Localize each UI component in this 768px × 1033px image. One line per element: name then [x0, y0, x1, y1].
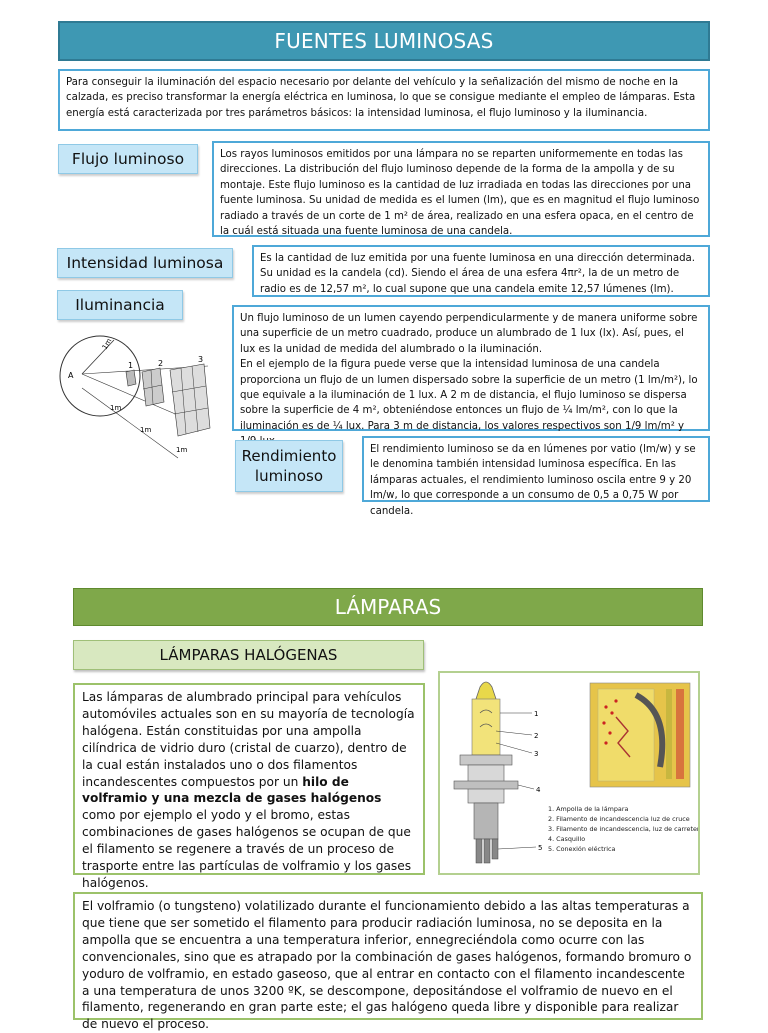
section-title-fuentes: FUENTES LUMINOSAS — [58, 21, 710, 61]
fig-label-m2: 1m — [140, 426, 152, 434]
halogen-text-part1: Las lámparas de alumbrado principal para vehículos automóviles actuales son en su mayoría de tecnología halógena. Están constituidas por una ampolla cilíndrica de vidrio duro (cristal de cuarzo), dentro de la cual están instalados uno o dos filamentos incandescentes compuestos por un — [82, 690, 415, 789]
fig-label-3: 3 — [198, 355, 204, 364]
rendimiento-luminoso-box — [362, 436, 710, 517]
fig-label-2: 2 — [158, 359, 164, 368]
intro-paragraph — [58, 69, 710, 131]
legend-item-2: 2. Filamento de incandescencia luz de cruce — [548, 815, 690, 823]
fig-number-4: 4 — [536, 786, 541, 794]
flujo-luminoso-text: Los rayos luminosos emitidos por una lámpara no se reparten uniformemente en todas las direcciones. La distribución del flujo luminoso depende de la forma de la ampolla y de su montaje. Este flujo luminoso es la cantidad de luz irradiada en todas las direcciones por una fuente luminosa. Su unidad de medida es el lumen (lm), que es en magnitud el flujo luminoso radiado a través de un corte de 1 m² de área, realizado en una esfera opaca, en el centro de la cuál está situada una fuente luminosa de una candela. — [220, 149, 700, 238]
halogen-lamp-diagram — [440, 673, 698, 873]
fig-label-a: A — [68, 371, 74, 380]
illuminance-figure — [58, 328, 220, 460]
rendimiento-luminoso-text: El rendimiento luminoso se da en lúmenes por vatio (lm/w) y se le denomina también intensidad luminosa específica. En las lámparas actuales, el rendimiento luminoso oscila entre 9 y 20 lm/w, lo que corresponde a un consumo de 0,5 a 0,75 W por candela. — [370, 444, 696, 517]
halogen-paragraph-box — [73, 683, 425, 890]
legend-item-1: 1. Ampolla de la lámpara — [548, 805, 629, 813]
iluminancia-label: Iluminancia — [57, 290, 183, 320]
iluminancia-box — [232, 305, 710, 431]
volframio-text: El volframio (o tungsteno) volatilizado durante el funcionamiento debido a las altas temperaturas a que tiene que ser sometido el filamento para producir radiación luminosa, no se deposita en la ampolla que se encuentra a una temperatura inferior, ennegreciéndola como ocurre con las convencionales, sino que es atrapado por la combinación de gases halógenos, formando bromuro o yoduro de volframio, en estado gaseoso, que al entrar en contacto con el filamento incandescente a una temperatura de unos 3200 ºK, se descompone, depositándose el volframio de nuevo en el filamento, regenerando en gran parte este; el gas halógeno queda libre y disponible para realizar de nuevo el proceso. — [82, 899, 692, 1032]
fig-number-3: 3 — [534, 750, 539, 758]
legend-item-4: 4. Casquillo — [548, 835, 586, 843]
fig-number-5: 5 — [538, 844, 543, 852]
subsection-title-halogenas: LÁMPARAS HALÓGENAS — [73, 640, 424, 670]
volframio-paragraph-box — [73, 892, 703, 1032]
flujo-luminoso-label: Flujo luminoso — [58, 144, 198, 174]
illuminance-diagram — [58, 328, 220, 460]
fig-label-m1: 1m — [110, 404, 122, 412]
fig-label-radius: 1m — [100, 337, 114, 351]
flujo-luminoso-box — [212, 141, 710, 237]
legend-item-5: 5. Conexión eléctrica — [548, 845, 616, 853]
intro-text: Para conseguir la iluminación del espacio necesario por delante del vehículo y la señalización del mismo de noche en la calzada, es preciso transformar la energía eléctrica en luminosa, lo que se consigue mediante el empleo de lámparas. Esta energía está caracterizada por tres parámetros básicos: la intensidad luminosa, el flujo luminoso y la iluminancia. — [66, 77, 696, 119]
section-title-lamparas: LÁMPARAS — [73, 588, 703, 626]
intensidad-luminosa-box — [252, 245, 710, 297]
fig-label-1: 1 — [128, 361, 134, 370]
iluminancia-text: Un flujo luminoso de un lumen cayendo perpendicularmente y de manera uniforme sobre una superficie de un metro cuadrado, produce un alumbrado de 1 lux (lx). Así, pues, el lux es la unidad de medida del alumbrado o la iluminación. En el ejemplo de la figura puede verse que la intensidad luminosa de una candela proporciona un flujo de un lumen dispersado sobre la superficie de un metro (1 lm/m²), lo que equivale a la iluminación de 1 lux. A 2 m de distancia, el flujo luminoso se dispersa sobre la superficie de 4 m², obteniéndose entonces un flujo de ¼ lm/m², con lo que la iluminación es de ¼ lux. Para 3 m de distancia, los valores respectivos son 1/9 lm/m² y — [240, 313, 698, 432]
halogen-text-part2: como por ejemplo el yodo y el bromo, estas combinaciones de gases halógenos se ocupan de que el filamento se regenere a través de un proceso de trasporte entre las partículas de volframio y los gases halógenos. — [82, 808, 412, 890]
halogen-lamp-figure — [438, 671, 700, 875]
fig-number-2: 2 — [534, 732, 539, 740]
halogen-text-bold: hilo de volframio y una mezcla de gases halógenos — [82, 774, 382, 806]
legend-item-3: 3. Filamento de incandescencia, luz de carretera — [548, 825, 698, 833]
rendimiento-luminoso-label: Rendimiento luminoso — [235, 440, 343, 492]
intensidad-luminosa-label: Intensidad luminosa — [57, 248, 233, 278]
intensidad-luminosa-text: Es la cantidad de luz emitida por una fuente luminosa en una dirección determinada. Su unidad es la candela (cd). Siendo el área de una esfera 4πr², la de un metro de radio es de 12,57 m², lo cual supone que una candela emite 12,57 lúmenes (lm). — [260, 253, 696, 295]
fig-label-m3: 1m — [176, 446, 188, 454]
fig-number-1: 1 — [534, 710, 539, 718]
